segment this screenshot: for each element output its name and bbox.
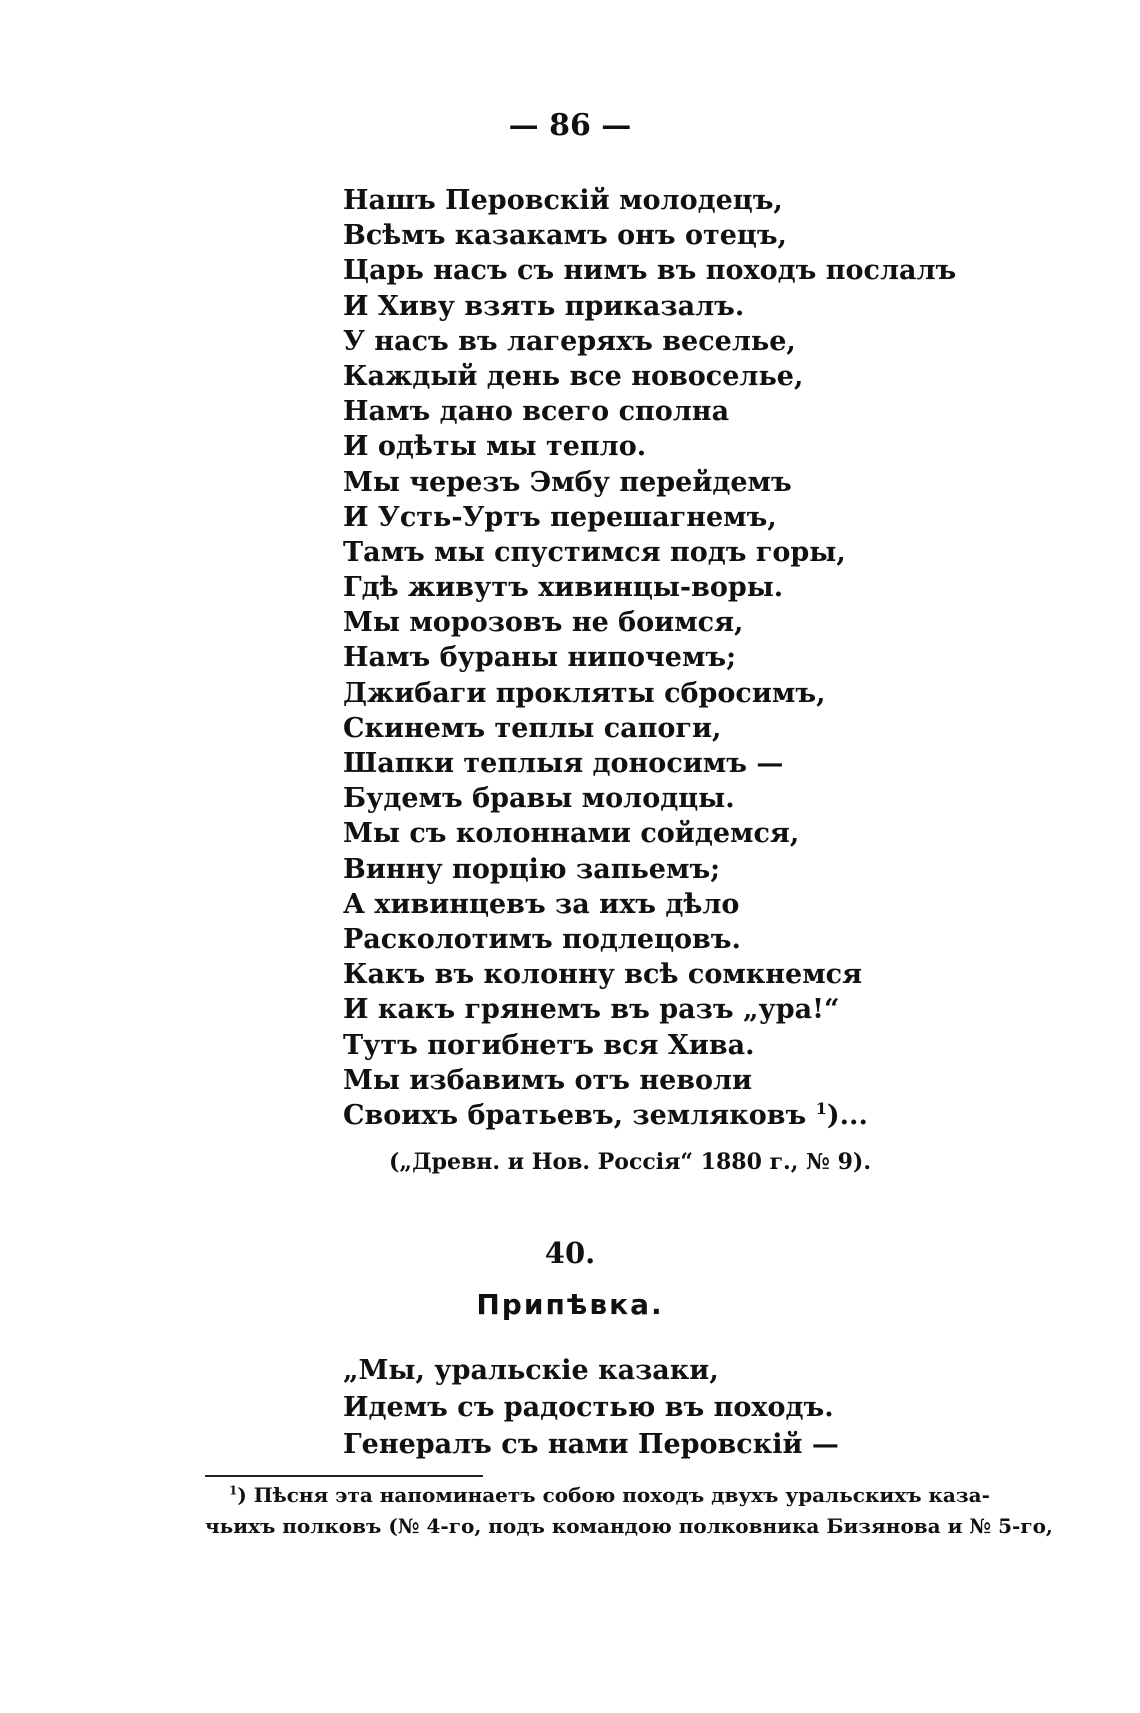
poem-line: Мы черезъ Эмбу перейдемъ <box>343 466 792 498</box>
poem-line: Джибаги прокляты сбросимъ, <box>343 677 826 709</box>
song-line: „Мы, уральскіе казаки, <box>343 1355 719 1386</box>
poem-line: Нашъ Перовскій молодецъ, <box>343 185 783 216</box>
song-line: Генералъ съ нами Перовскій — <box>343 1429 839 1460</box>
poem-line: Намъ бураны нипочемъ; <box>343 642 737 674</box>
footnote-mark: 1 <box>229 1483 238 1498</box>
poem-line: Мы морозовъ не боимся, <box>343 607 744 639</box>
poem-line: Тутъ погибнетъ вся Хива. <box>343 1029 755 1061</box>
poem-line: Каждый день все новоселье, <box>343 360 804 392</box>
poem-line: Всѣмъ казакамъ онъ отецъ, <box>343 220 787 252</box>
poem-line: Винну порцію запьемъ; <box>343 853 721 885</box>
poem-line: Какъ въ колонну всѣ сомкнемся <box>343 959 863 991</box>
page-number: — 86 — <box>508 108 632 143</box>
source-citation: („Древн. и Нов. Россія“ 1880 г., № 9). <box>389 1149 871 1175</box>
poem-line: Будемъ бравы молодцы. <box>343 783 735 815</box>
poem-line: У насъ въ лагеряхъ веселье, <box>343 325 796 357</box>
poem-line-text: Своихъ братьевъ, земляковъ <box>343 1099 816 1131</box>
poem-line: Шапки теплыя доносимъ — <box>343 748 784 779</box>
poem-line: И одѣты мы тепло. <box>343 431 647 463</box>
poem-line: А хивинцевъ за ихъ дѣло <box>343 888 740 920</box>
song-text <box>343 1352 839 1463</box>
poem-line: Расколотимъ подлецовъ. <box>343 923 741 955</box>
footnote-text: ) Пѣсня эта напоминаетъ собою походъ двухъ уральскихъ каза- <box>237 1483 990 1507</box>
poem-line: И Хиву взять приказалъ. <box>343 290 745 322</box>
poem-line: Скинемъ теплы сапоги, <box>343 712 722 744</box>
footnote-divider <box>205 1475 483 1477</box>
poem-line: И какъ грянемъ въ разъ „ура!“ <box>343 994 840 1026</box>
poem <box>343 183 956 1133</box>
poem-line: Мы съ колоннами сойдемся, <box>343 818 800 850</box>
poem-line-tail: )... <box>826 1099 868 1131</box>
footnote-line <box>205 1480 1035 1511</box>
footnote-line: чьихъ полковъ (№ 4-го, подъ командою полковника Бизянова и № 5-го, <box>205 1514 1053 1538</box>
footnote-reference: 1 <box>815 1098 827 1118</box>
poem-line: Царь насъ съ нимъ въ походъ послалъ <box>343 255 957 287</box>
poem-line: Мы избавимъ отъ неволи <box>343 1064 753 1096</box>
footnote <box>205 1480 1053 1542</box>
section-title: Припѣвка. <box>476 1288 664 1321</box>
poem-line-last <box>343 1098 956 1133</box>
poem-line: Тамъ мы спустимся подъ горы, <box>343 536 846 568</box>
poem-line: Гдѣ живутъ хивинцы-воры. <box>343 572 784 604</box>
song-line: Идемъ съ радостью въ походъ. <box>343 1392 834 1423</box>
section-number: 40. <box>544 1236 596 1270</box>
poem-line: Намъ дано всего сполна <box>343 396 730 428</box>
poem-line: И Усть-Уртъ перешагнемъ, <box>343 501 777 533</box>
